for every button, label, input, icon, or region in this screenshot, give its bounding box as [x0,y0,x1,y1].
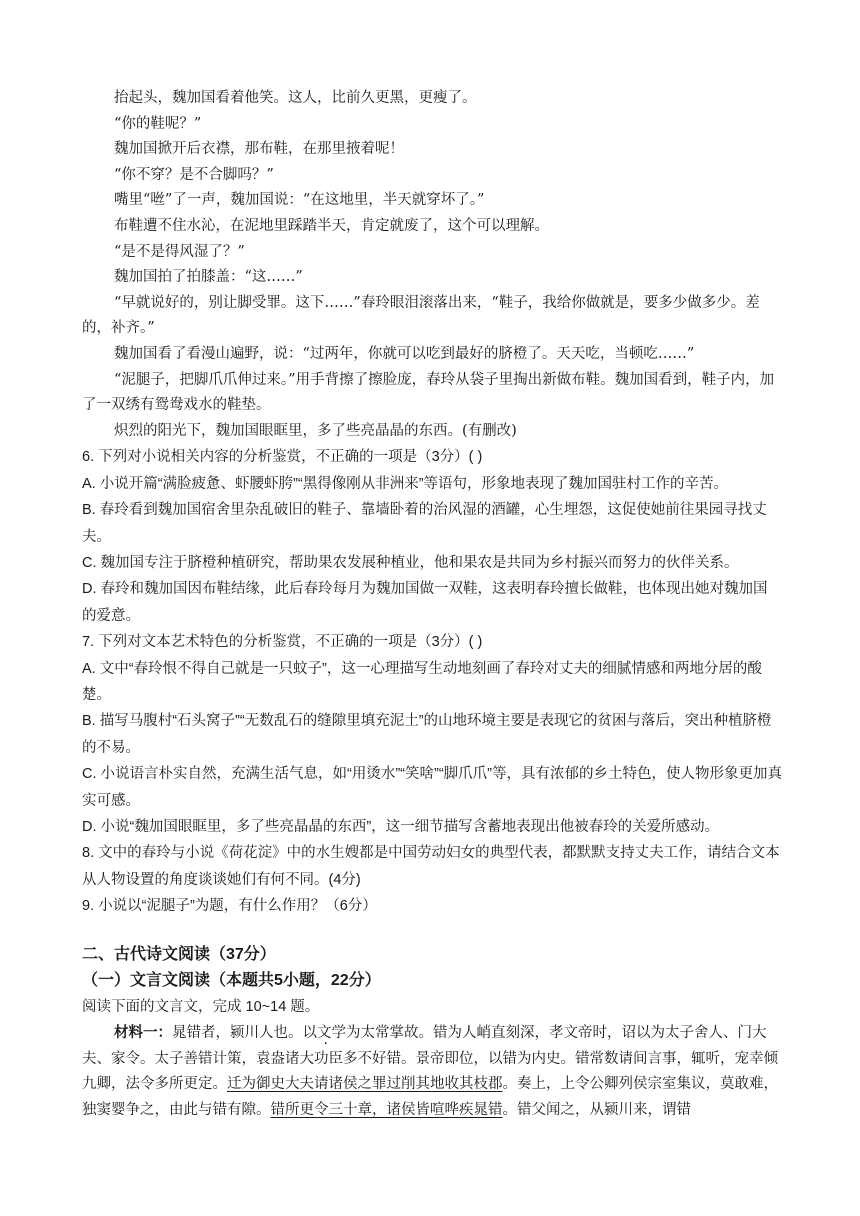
passage-text: 。奏上，上令公卿列侯宗室集议，莫敢难，独窦婴争之，由此与错有隙。 [82,1076,778,1118]
option-c: C. 小说语言朴实自然，充满生活气息，如“用烫水”“笑啥”“脚爪爪”等，具有浓郁的乡土特色，使人物形象更加真实可感。 [82,766,782,809]
underlined-sentence: 错所更令三十章，诸侯皆喧哗疾晁错 [270,1101,503,1118]
subsection-title: （一）文言文阅读（本题共5小题，22分） [82,971,381,989]
question-6 [82,444,782,629]
passage-text: 。错父闻之，从颍川来，谓错 [502,1101,691,1118]
classical-passage [82,1020,782,1123]
instruction: 阅读下面的文言文，完成 10~14 题。 [82,998,320,1015]
story-excerpt [82,86,782,444]
option-c: C. 魏加国专注于脐橙种植研究，帮助果农发展种植业，他和果农是共同为乡村振兴而努力的伙伴关系。 [82,554,739,571]
document-page [82,86,782,1123]
option-a: A. 小说开篇“满脸疲惫、虾腰虾胯”“黑得像刚从非洲来”等语句，形象地表现了魏加国驻村工作的辛苦。 [82,475,729,492]
story-paragraph: 炽烈的阳光下，魏加国眼眶里，多了些亮晶晶的东西。(有删改) [114,422,517,439]
story-paragraph: 魏加国拍了拍膝盖：“这……” [114,269,303,286]
story-paragraph: “你不穿？是不合脚吗？” [114,166,274,183]
underlined-sentence: 迁为御史大夫请诸侯之罪过削其地收其枝郡 [227,1076,503,1093]
option-a: A. 文中“春玲恨不得自己就是一只蚊子”，这一心理描写生动地刻画了春玲对丈夫的细腻情感和两地分居的酸楚。 [82,660,762,703]
option-d: D. 春玲和魏加国因布鞋结缘，此后春玲每月为魏加国做一双鞋，这表明春玲擅长做鞋，也体现出她对魏加国的爱意。 [82,581,768,624]
option-d: D. 小说“魏加国眼眶里，多了些亮晶晶的东西”，这一细节描写含蓄地表现出他被春玲的关爱所感动。 [82,819,720,835]
question-stem: 9. 小说以“泥腿子”为题，有什么作用？（6分） [82,898,377,915]
story-paragraph: “是不是得风湿了？” [114,243,245,260]
question-stem: 6. 下列对小说相关内容的分析鉴赏，不正确的一项是（3分）( ) [82,449,483,466]
story-paragraph: 魏加国看了看漫山遍野，说：“过两年，你就可以吃到最好的脐橙了。天天吃，当顿吃……” [114,345,695,362]
material-label: 材料一： [114,1024,172,1042]
passage-text: 文学为太常掌故。错为人峭直刻深，孝文帝时，诏以为太子舍人、门大夫、家令。太子善错计策，袁盎诸大功臣多不好错。景帝即位，以错为内史。错常数请间言事，辄听，宠幸倾九卿，法令多所更定。 [82,1025,778,1093]
story-paragraph: 布鞋遭不住水沁，在泥地里踩踏半天，肯定就废了，这个可以理解。 [114,217,549,234]
story-paragraph: 抬起头，魏加国看着他笑。这人，比前久更黑，更瘦了。 [114,90,477,106]
dotted-character: 以 [302,1025,317,1042]
question-stem: 7. 下列对文本艺术特色的分析鉴赏，不正确的一项是（3分）( ) [82,634,483,651]
section-title: 二、古代诗文阅读（37分） [82,945,276,963]
story-paragraph: 嘴里“咝”了一声，魏加国说：“在这地里，半天就穿坏了。” [114,192,485,209]
question-stem: 8. 文中的春玲与小说《荷花淀》中的水生嫂都是中国劳动妇女的典型代表，都默默支持丈夫工作，请结合文本从人物设置的角度谈谈她们有何不同。(4分) [82,845,780,888]
question-8 [82,840,782,893]
passage-text: 晁错者，颍川人也。 [172,1025,303,1042]
story-paragraph: 魏加国掀开后衣襟，那布鞋，在那里掖着呢！ [114,141,404,158]
question-9 [82,893,782,919]
question-7 [82,629,782,840]
option-b: B. 春玲看到魏加国宿舍里杂乱破旧的鞋子、靠墙卧着的治风湿的酒罐，心生埋怨，这促使她前往果园寻找丈夫。 [82,502,767,545]
story-paragraph: “早就说好的，别让脚受罪。这下……”春玲眼泪滚落出来，“鞋子，我给你做就是，要多少做多少。差的，补齐。” [82,294,760,337]
story-paragraph: “泥腿子，把脚爪爪伸过来。”用手背擦了擦脸庞，春玲从袋子里掏出新做布鞋。魏加国看到，鞋子内，加了一双绣有鸳鸯戏水的鞋垫。 [82,371,775,414]
story-paragraph: “你的鞋呢？” [114,115,202,132]
option-b: B. 描写马腹村“石头窝子”“无数乱石的缝隙里填充泥土”的山地环境主要是表现它的贫困与落后，突出种植脐橙的不易。 [82,713,772,756]
